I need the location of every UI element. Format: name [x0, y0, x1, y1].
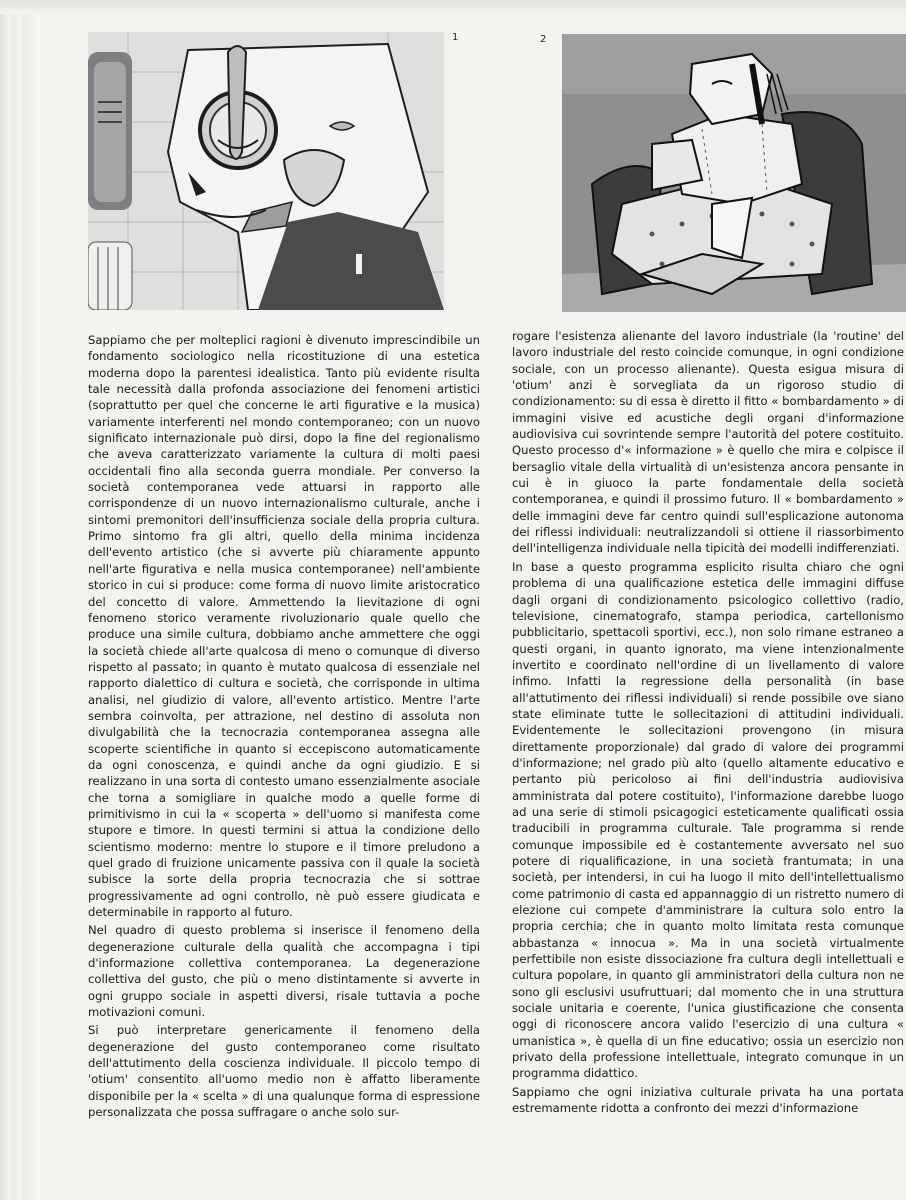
text-column-right — [512, 328, 904, 1117]
figure-2-number: 2 — [540, 34, 547, 45]
text-column-left — [88, 332, 480, 1121]
figure-1-illustration — [88, 32, 444, 310]
paragraph: Si può interpretare genericamente il fenomeno della degenerazione del gusto contemporaneo come risultato dell'attutimento della coscienza individuale. Il piccolo tempo di 'otium' consentito all'uomo medio non è affatto liberamente disponibile per la « scelta » di una qualunque forma di espressione personalizzata che possa suffragare o anche solo sur- — [88, 1023, 480, 1120]
figure-2-illustration — [562, 34, 906, 312]
figure-1-number: 1 — [452, 32, 459, 43]
paragraph: rogare l'esistenza alienante del lavoro industriale (la 'routine' del lavoro industriale del resto coincide comunque, in ogni condizione sociale, con un processo alienante). Questa esigua misura di 'otium' anzi è sorvegliata da un rigoroso studio di condizionamento: su di essa è diretto il fitto « bombardamento » di immagini visive ed acustiche degli organi d'informazione audiovisiva cui sovrintende sempre l'autorità del potere costituito. Questo processo d'« informazione » è quello che mira e colpisce il bersaglio vitale della virtualità di un'esistenza ancora pensante in cui è in giuoco la parte fondamentale della società contemporanea, e quindi il prossimo futuro. Il « bombardamento » delle immagini deve far centro quindi sull'esplicazione autonoma dei riflessi individuali: neutralizzandoli si ottiene il riassorbimento dell'intelligenza individuale nella tipicità dei modelli indifferenziati. — [512, 329, 904, 556]
paragraph: In base a questo programma esplicito risulta chiaro che ogni problema di una qualificazione estetica delle immagini diffuse dagli organi di condizionamento psicologico collettivo (radio, televisione, cinematografo, stampa periodica, cartellonismo pubblicitario, spettacoli sportivi, ecc.), non solo rimane estraneo a questi organi, in quanto ignorato, ma viene intenzionalmente invertito e coordinato nell'ordine di un livellamento di valore infimo. Infatti la regressione della personalità (in base all'attutimento dei riflessi individuali) si rende possibile ove siano state eliminate tutte le sollecitazioni di attitudini individuali. Evidentemente le sollecitazioni provengono (in misura direttamente proporzionale) dal grado di valore dei programmi d'informazione; nel grado più alto (quello altamente educativo e pertanto più pericoloso ai fini dell'industria audiovisiva amministrata dal potere costituito), l'informazione darebbe luogo ad una serie di stimoli psicagogici esteticamente qualificati ossia traducibili in programma culturale. Tale programma si rende comunque impossibile ed è costantemente avversato nel suo potere di riqualificazione, in una società frantumata; in una società, per intendersi, in cui ha luogo il mito dell'intellettualismo come patrimonio di casta ed appannaggio di un ristretto numero di elezione cui compete d'amministrare la cultura solo entro la propria cerchia; che in quanto molto limitata resta comunque abbastanza « innocua ». Ma in una società virtualmente perfettibile non esiste dissociazione fra cultura degli intellettuali e cultura popolare, in quanto gli amministratori della cultura non ne sono gli esclusivi usufruttuari; dal momento che in una struttura sociale unitaria e coerente, l'unica giustificazione che consenta oggi di riconoscere ancora valido l'esercizio di una cultura « umanistica », è quella di un fine educativo; ossia un esercizio non privato della professione intellettuale, integrato comunque in un programma didattico. — [512, 559, 904, 1081]
page-top-edge — [0, 0, 906, 14]
paragraph: Sappiamo che per molteplici ragioni è divenuto imprescindibile un fondamento sociologico nella ricostituzione di una estetica moderna dopo la parentesi idealistica. Tanto più evidente risulta tale necessità dalla profonda associazione dei fenomeni artistici (soprattutto per quel che concerne le arti figurative e la musica) variamente interferenti nel mondo contemporaneo; con un nuovo significato internazionale può dirsi, dopo la fine del regionalismo che aveva caratterizzato variamente la cultura di molti paesi occidentali fino alla seconda guerra mondiale. Per converso la società contemporanea vede attuarsi in rapporto alle corrispondenze di un nuovo internazionalismo culturale, anche i sintomi premonitori dell'insufficienza sociale della propria cultura. Primo sintomo fra gli altri, quello della minima incidenza dell'evento artistico (che si avverte più chiaramente appunto nell'arte figurativa e nella musica contemporanee) nell'ambiente storico in cui si produce: come forma di nuovo limite aristocratico del concetto di valore. Ammettendo la lievitazione di ogni fenomeno storico veramente rivoluzionario quale quello che produce una simile cultura, dobbiamo anche ammettere che oggi la società chiede all'arte qualcosa di meno o comunque di diverso rispetto al passato; in quanto è mutato qualcosa di essenziale nel rapporto dialettico di cultura e società, che corrisponde in ultima analisi, nel giudizio di valore, all'evento artistico. Mentre l'arte sembra coinvolta, per attrazione, nel destino di assoluta non divulgabilità che la tecnocrazia contemporanea assegna alle scoperte scientifiche in quanto si eccepiscono automaticamente da ogni conoscenza, e quindi anche da ogni giudizio. E si realizzano in una sorta di contesto umano essenzialmente asociale che torna a somigliare in qualche modo a quelle forme di primitivismo in cui la « scoperta » dell'uomo si manifesta come stupore e timore. In questi termini si attua la condizione dello scientismo moderno: mentre lo stupore e il timore preludono a quel grado di fruizione unicamente passiva con il quale la società subisce la sorte della propria tecnocrazia che si sottrae progressivamente ad ogni controllo, nè può essere giudicata e determinabile in rapporto al futuro. — [88, 333, 480, 920]
figure-2-drawing — [562, 34, 906, 312]
paragraph: Nel quadro di questo problema si inserisce il fenomeno della degenerazione culturale della qualità che accompagna i tipi d'informazione collettiva contemporanea. La degenerazione collettiva del gusto, che più o meno distintamente si avverte in ogni gruppo sociale in aspetti diversi, risale tuttavia a poche motivazioni comuni. — [88, 923, 480, 1020]
paragraph: Sappiamo che ogni iniziativa culturale privata ha una portata estremamente ridotta a confronto dei mezzi d'informazione — [512, 1084, 904, 1116]
figure-1-drawing — [88, 32, 444, 310]
page-stack-edge — [0, 0, 40, 1200]
